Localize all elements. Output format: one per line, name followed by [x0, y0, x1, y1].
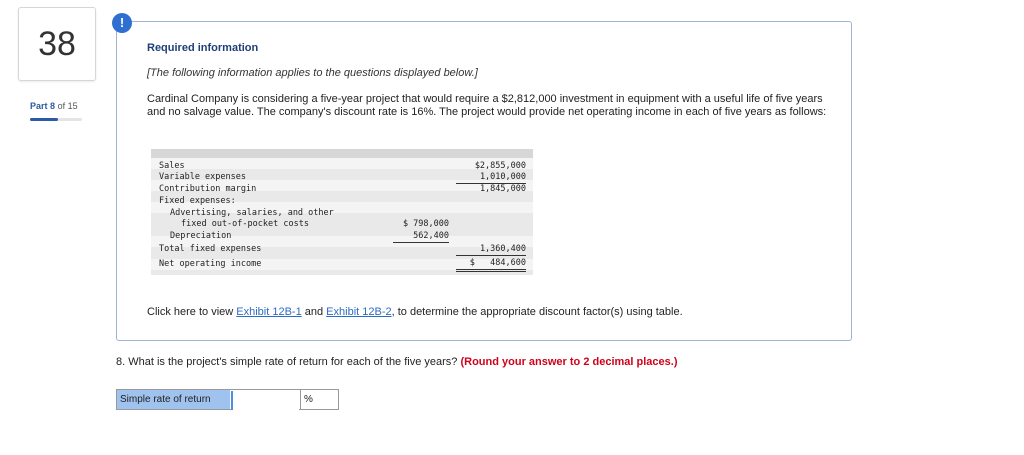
question-number: 38 [38, 25, 76, 63]
table-row-amount: $2,855,000 [474, 161, 526, 171]
exhibit-prefix-text: Click here to view [147, 306, 237, 318]
applies-note: [The following information applies to the questions displayed below.] [147, 67, 478, 79]
part-progress-bar [30, 118, 82, 121]
part-label: Part 8 [30, 101, 56, 111]
alert-icon: ! [112, 13, 132, 33]
exhibit-suffix-text: , to determine the appropriate discount factor(s) using table. [391, 306, 683, 318]
part-of-label: of 15 [57, 101, 78, 111]
simple-rate-input[interactable] [231, 391, 299, 410]
answer-label: Simple rate of return [117, 390, 230, 409]
table-row-label: Depreciation [170, 231, 232, 241]
table-row-label: Fixed expenses: [159, 196, 236, 206]
table-header-bar [151, 149, 533, 158]
table-row-label: Advertising, salaries, and other [170, 208, 334, 218]
table-row-amount: $ 798,000 [402, 219, 449, 229]
table-row-label: Variable expenses [159, 172, 246, 182]
income-statement-table [151, 149, 533, 275]
question-prompt [116, 356, 677, 368]
table-row-label: Sales [159, 161, 185, 171]
exhibit-12b-1-link[interactable]: Exhibit 12B-1 [236, 306, 302, 318]
part-progress-fill [30, 118, 58, 121]
exhibit-12b-2-link[interactable]: Exhibit 12B-2 [326, 306, 392, 318]
question-number-box [18, 7, 96, 81]
table-row-amount: 562,400 [393, 231, 449, 243]
question-text: 8. What is the project's simple rate of return for each of the five years? [116, 356, 461, 368]
exhibit-middle-text: and [301, 306, 327, 318]
table-row-label: Net operating income [159, 259, 262, 269]
required-info-heading: Required information [147, 42, 259, 54]
percent-unit: % [300, 390, 338, 409]
required-info-panel [116, 21, 852, 341]
problem-paragraph: Cardinal Company is considering a five-year project that would require a $2,812,000 investment in equipment with a useful life of five years and no salvage value. The company's discount rate is 16%. The project would provide net operating income in each of five years as follows: [147, 93, 827, 118]
table-row-label: fixed out-of-pocket costs [181, 219, 309, 229]
table-row-amount: 1,010,000 [456, 172, 526, 184]
rounding-instruction: (Round your answer to 2 decimal places.) [460, 356, 678, 368]
table-row-amount: 1,845,000 [479, 184, 526, 194]
table-row-label: Total fixed expenses [159, 244, 262, 254]
table-row-amount: $ 484,600 [456, 258, 526, 272]
answer-row [116, 389, 339, 410]
table-row-label: Contribution margin [159, 184, 257, 194]
part-indicator [30, 101, 78, 111]
exhibit-links-line [147, 306, 683, 318]
table-row-amount: 1,360,400 [456, 244, 526, 256]
